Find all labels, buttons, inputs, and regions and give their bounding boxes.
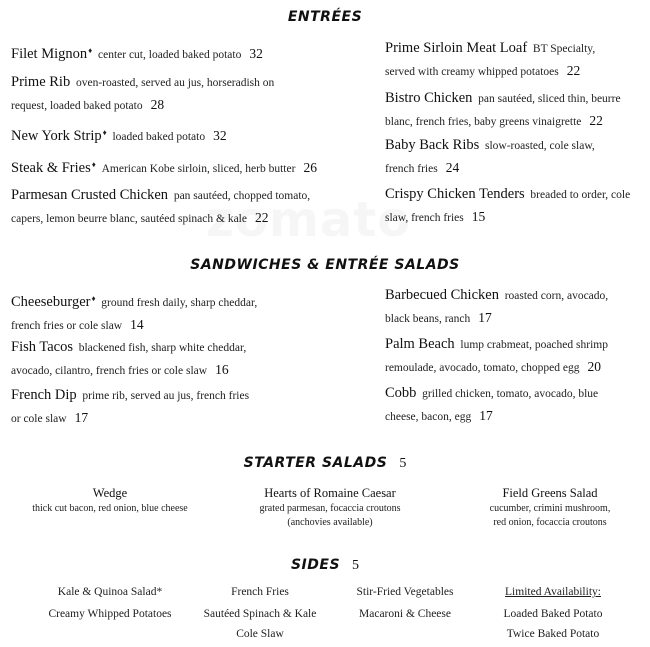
salad-name: Wedge: [92, 486, 128, 500]
item-desc: breaded to order, cole slaw, french fries: [385, 189, 631, 224]
item-desc: prime rib, served au jus, french fries or cole slaw: [11, 390, 250, 425]
salad-desc: thick cut bacon, red onion, blue cheese: [32, 503, 188, 514]
salad-item: [460, 484, 640, 530]
item-price: 22: [589, 113, 603, 128]
item-desc: American Kobe sirloin, sliced, herb butter: [101, 162, 296, 175]
item-name: Crispy Chicken Tenders: [385, 186, 525, 202]
item-desc: pan sautéed, chopped tomato, capers, lemon beurre blanc, sautéed spinach & kale: [11, 190, 311, 225]
starter-salads-heading: [0, 455, 650, 472]
item-price: 15: [471, 209, 486, 224]
entrees-heading: ENTRÉES: [287, 9, 363, 25]
salad-desc: cucumber, crimini mushroom,: [489, 503, 611, 514]
item-mark: ♦: [91, 160, 96, 169]
item-name: Steak & Fries: [11, 159, 91, 176]
item-desc: oven-roasted, served au jus, horseradish on request, loaded baked potato: [11, 77, 275, 112]
item-mark: ♦: [88, 46, 93, 55]
side-item: Kale & Quinoa Salad*: [57, 586, 163, 598]
item-desc: roasted corn, avocado, black beans, ranch: [385, 290, 609, 325]
item-price: 22: [254, 210, 269, 225]
item-price: 26: [303, 159, 317, 175]
item-price: 32: [249, 45, 263, 61]
salad-desc: (anchovies available): [287, 517, 373, 528]
side-item: Stir-Fried Vegetables: [356, 586, 454, 598]
item-desc: ground fresh daily, sharp cheddar, french fries or cole slaw: [11, 296, 258, 332]
menu-item: [385, 334, 635, 379]
starter-salads-title: STARTER SALADS: [243, 455, 388, 471]
item-name: Fish Tacos: [11, 339, 73, 355]
item-name: Bistro Chicken: [385, 90, 473, 106]
menu-item: [11, 288, 273, 337]
item-price: 22: [566, 63, 581, 78]
side-item: Macaroni & Cheese: [359, 608, 451, 620]
item-desc: loaded baked potato: [112, 130, 206, 143]
item-name: New York Strip: [11, 127, 102, 144]
menu-item: [385, 38, 610, 83]
sides-title: SIDES: [290, 557, 341, 573]
menu-item: [385, 135, 620, 180]
menu-item: [11, 385, 251, 430]
side-item: Cole Slaw: [236, 628, 284, 640]
side-item: Twice Baked Potato: [506, 628, 600, 640]
menu-item: [385, 383, 620, 428]
item-price: 17: [478, 310, 492, 325]
sides-price: 5: [352, 558, 360, 573]
item-desc: slow-roasted, cole slaw, french fries: [385, 140, 595, 175]
item-name: Barbecued Chicken: [385, 287, 499, 303]
item-price: 14: [130, 316, 144, 332]
item-price: 28: [150, 97, 165, 112]
item-mark: ♦: [91, 294, 96, 303]
item-desc: blackened fish, sharp white cheddar, avocado, cilantro, french fries or cole slaw: [11, 342, 247, 377]
item-price: 17: [479, 408, 493, 423]
menu-item: [11, 185, 326, 230]
item-price: 24: [445, 160, 460, 175]
item-name: Cheeseburger: [11, 293, 91, 310]
side-item: Creamy Whipped Potatoes: [48, 608, 172, 620]
menu-item: [385, 88, 630, 133]
side-item: French Fries: [231, 586, 289, 598]
salad-item: [20, 484, 200, 516]
item-desc: center cut, loaded baked potato: [97, 48, 242, 61]
item-price: 20: [587, 359, 601, 374]
salad-name: Hearts of Romaine Caesar: [264, 486, 396, 500]
item-desc: grilled chicken, tomato, avocado, blue cheese, bacon, egg: [385, 388, 599, 423]
item-price: 16: [215, 362, 229, 377]
side-item: Sautéed Spinach & Kale: [203, 608, 317, 620]
salad-desc: red onion, focaccia croutons: [493, 517, 607, 528]
limited-availability-label: Limited Availability:: [505, 586, 601, 598]
sides-heading: [0, 557, 650, 574]
menu-item: [11, 40, 371, 66]
menu-item: [385, 285, 615, 330]
item-price: 17: [74, 410, 89, 425]
menu-item: [11, 72, 286, 117]
starter-salads-price: 5: [399, 456, 407, 471]
menu-item: [11, 337, 261, 382]
menu-item: [11, 122, 371, 148]
menu-item: [11, 154, 381, 180]
item-name: Parmesan Crusted Chicken: [11, 187, 169, 203]
item-desc: BT Specialty, served with creamy whipped potatoes: [385, 43, 596, 78]
item-name: French Dip: [11, 387, 77, 403]
item-mark: ♦: [102, 128, 107, 137]
item-name: Palm Beach: [385, 336, 455, 352]
side-item: Loaded Baked Potato: [503, 608, 603, 620]
item-name: Cobb: [385, 385, 417, 401]
item-name: Prime Sirloin Meat Loaf: [385, 40, 528, 56]
sandwiches-heading: SANDWICHES & ENTRÉE SALADS: [190, 257, 460, 273]
salad-name: Field Greens Salad: [502, 486, 598, 500]
item-name: Prime Rib: [11, 74, 71, 90]
salad-desc: grated parmesan, focaccia croutons: [259, 503, 401, 514]
menu-item: [385, 184, 635, 229]
item-name: Baby Back Ribs: [385, 137, 480, 153]
item-desc: pan sautéed, sliced thin, beurre blanc, french fries, baby greens vinaigrette: [385, 93, 621, 128]
item-desc: lump crabmeat, poached shrimp remoulade, avocado, tomato, chopped egg: [385, 339, 608, 374]
salad-item: [235, 484, 425, 530]
item-price: 32: [213, 127, 227, 143]
item-name: Filet Mignon: [11, 45, 88, 62]
